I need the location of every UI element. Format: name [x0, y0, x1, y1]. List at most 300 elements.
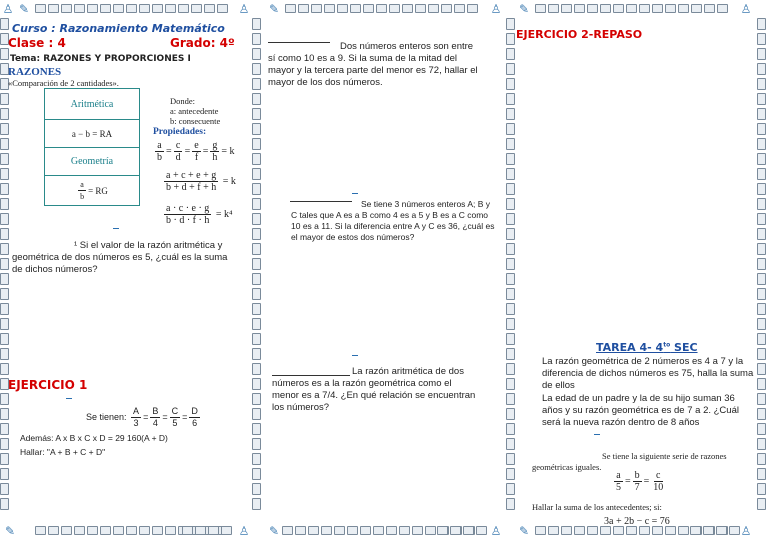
- border-tile: [463, 526, 474, 535]
- border-tile: [639, 526, 650, 535]
- border-tile: [252, 138, 261, 150]
- border-tile: [35, 4, 46, 13]
- border-tile: [0, 18, 9, 30]
- border-tile: [428, 4, 439, 13]
- ej1-ademas: Además: A x B x C x D = 29 160(A + D): [20, 433, 168, 443]
- border-tile: [506, 363, 515, 375]
- ej1-frac-n0: A: [133, 406, 140, 416]
- border-tile: [252, 213, 261, 225]
- border-tile: [639, 4, 650, 13]
- ej1-frac-d2: 5: [172, 418, 178, 428]
- scroll-icon: ✎: [518, 524, 530, 538]
- border-tile: [252, 348, 261, 360]
- p2-rhs: = k: [222, 175, 236, 187]
- p2-den: b + d + f + h: [166, 182, 217, 193]
- border-tile: [652, 526, 663, 535]
- border-tile: [311, 4, 322, 13]
- border-tile: [506, 438, 515, 450]
- ej1-frac-n2: C: [171, 406, 179, 416]
- border-tile: [252, 498, 261, 510]
- border-tile: [0, 438, 9, 450]
- border-tile: [252, 273, 261, 285]
- t3-frac-d0: 5: [616, 482, 621, 493]
- antecedente-label: a: antecedente: [170, 106, 219, 116]
- border-tile: [252, 78, 261, 90]
- border-tile: [757, 123, 766, 135]
- side-border-sep1: [252, 0, 263, 543]
- border-tile: [298, 4, 309, 13]
- border-tile: [506, 408, 515, 420]
- border-tile: [0, 153, 9, 165]
- border-tile: [757, 363, 766, 375]
- border-tile: [626, 526, 637, 535]
- p1-d3: h: [212, 152, 218, 163]
- border-tile: [363, 4, 374, 13]
- border-tile: [0, 423, 9, 435]
- border-tile: [506, 93, 515, 105]
- border-tile: [0, 93, 9, 105]
- border-tile: [295, 526, 306, 535]
- border-tile: [574, 526, 585, 535]
- border-tile: [252, 483, 261, 495]
- border-tile: [61, 4, 72, 13]
- border-tile: [506, 498, 515, 510]
- tema-label: Tema: RAZONES Y PROPORCIONES I: [10, 54, 191, 64]
- border-tile: [613, 4, 624, 13]
- border-tile: [757, 423, 766, 435]
- p3-den: b · d · f · h: [166, 215, 210, 226]
- ej1-frac-d0: 3: [133, 418, 139, 428]
- border-tile: [506, 468, 515, 480]
- border-tile: [252, 288, 261, 300]
- propiedades-label: Propiedades:: [153, 127, 207, 137]
- border-tile: [48, 526, 59, 535]
- page2-problem-2: Se tiene 3 números enteros A; B y C tales que A es a B como 4 es a 5 y B es a C como 10 es a 11. Si la diferencia entre A y C es 36, ¿cuál es el mayor de estos dos números?: [291, 199, 495, 242]
- border-tile: [506, 138, 515, 150]
- border-tile: [252, 183, 261, 195]
- border-tile: [690, 526, 701, 535]
- border-tile: [757, 378, 766, 390]
- border-tile: [506, 183, 515, 195]
- border-tile: [757, 138, 766, 150]
- border-tile: [757, 393, 766, 405]
- border-tile: [0, 138, 9, 150]
- border-tile: [626, 4, 637, 13]
- border-tile: [703, 526, 714, 535]
- border-tile: [757, 483, 766, 495]
- separator-dash: [352, 193, 358, 194]
- border-tile: [757, 18, 766, 30]
- border-tile: [139, 526, 150, 535]
- border-tile: [0, 168, 9, 180]
- border-tile: [716, 526, 727, 535]
- top-border-page2: [285, 4, 478, 14]
- border-tile: [252, 468, 261, 480]
- border-tile: [506, 168, 515, 180]
- scroll-icon: ✎: [268, 524, 280, 538]
- border-tile: [757, 183, 766, 195]
- problem-1: ¹ Si el valor de la razón aritmética y geométrica de dos números es 5, ¿cuál es la suma de dichos números?: [12, 240, 228, 275]
- border-tile: [757, 288, 766, 300]
- border-tile: [0, 468, 9, 480]
- border-tile: [87, 526, 98, 535]
- border-tile: [399, 526, 410, 535]
- property-1: $\frac{a}{b}$ = $\frac{c}{d}$ = $\frac{e}{f}$ = $\frac{g}{h}$ = k: [157, 140, 235, 163]
- border-tile: [252, 108, 261, 120]
- border-tile: [252, 33, 261, 45]
- border-tile: [252, 438, 261, 450]
- border-tile: [600, 526, 611, 535]
- t3-frac-d2: 10: [653, 482, 664, 493]
- ej1-frac-n3: D: [191, 406, 198, 416]
- ej1-frac-d3: 6: [192, 418, 198, 428]
- border-tile: [0, 108, 9, 120]
- border-tile: [178, 4, 189, 13]
- border-tile: [0, 123, 9, 135]
- border-tile: [0, 333, 9, 345]
- geo-formula-rest: = RG: [88, 185, 108, 196]
- border-tile: [252, 333, 261, 345]
- border-tile: [74, 4, 85, 13]
- consecuente-label: b: consecuente: [170, 116, 221, 126]
- border-tile: [0, 228, 9, 240]
- t3-frac-n2: c: [656, 470, 661, 481]
- border-tile: [757, 153, 766, 165]
- tarea-title: [596, 341, 698, 354]
- border-tile: [0, 498, 9, 510]
- border-tile: [152, 4, 163, 13]
- border-tile: [506, 18, 515, 30]
- border-tile: [0, 303, 9, 315]
- border-tile: [506, 48, 515, 60]
- p2-num: a + c + e + g: [166, 170, 217, 181]
- border-tile: [757, 243, 766, 255]
- p1-n0: a: [157, 140, 162, 151]
- border-tile: [506, 378, 515, 390]
- border-tile: [165, 4, 176, 13]
- border-tile: [506, 423, 515, 435]
- border-tile: [139, 4, 150, 13]
- border-tile: [757, 408, 766, 420]
- border-tile: [126, 526, 137, 535]
- border-tile: [561, 4, 572, 13]
- border-tile: [717, 4, 728, 13]
- border-tile: [100, 526, 111, 535]
- border-tile: [389, 4, 400, 13]
- t3-frac-d1: 7: [634, 482, 640, 493]
- teacher-icon: ♙: [490, 2, 502, 16]
- border-tile: [757, 33, 766, 45]
- border-tile: [506, 123, 515, 135]
- border-tile: [506, 198, 515, 210]
- border-tile: [757, 63, 766, 75]
- border-tile: [450, 526, 461, 535]
- p1-n1: c: [175, 140, 181, 151]
- border-tile: [252, 318, 261, 330]
- border-tile: [252, 243, 261, 255]
- border-tile: [0, 453, 9, 465]
- tarea-title-sec: SEC: [670, 341, 698, 354]
- teacher-icon: ♙: [238, 524, 250, 538]
- border-tile: [337, 4, 348, 13]
- border-tile: [600, 4, 611, 13]
- border-tile: [386, 526, 397, 535]
- ej1-frac-d1: 4: [152, 418, 158, 428]
- geo-frac-num: a: [80, 180, 84, 189]
- border-tile: [252, 423, 261, 435]
- border-tile: [0, 318, 9, 330]
- geometria-formula: [45, 176, 139, 205]
- p1-d2: f: [194, 152, 199, 163]
- donde-label: Donde:: [170, 96, 196, 106]
- border-tile: [282, 526, 293, 535]
- razones-title: RAZONES: [8, 66, 62, 78]
- tarea-title-sup: to: [663, 341, 671, 349]
- border-tile: [0, 348, 9, 360]
- border-tile: [100, 4, 111, 13]
- border-tile: [252, 123, 261, 135]
- separator-dash: [113, 228, 119, 229]
- border-tile: [252, 228, 261, 240]
- border-tile: [757, 318, 766, 330]
- border-tile: [252, 393, 261, 405]
- border-tile: [506, 348, 515, 360]
- ejercicio2-title: EJERCICIO 2-REPASO: [516, 28, 643, 41]
- border-tile: [506, 288, 515, 300]
- border-tile: [252, 93, 261, 105]
- clase-label: Clase : 4: [8, 36, 66, 50]
- border-tile: [535, 526, 546, 535]
- border-tile: [678, 526, 689, 535]
- border-tile: [691, 4, 702, 13]
- border-tile: [285, 4, 296, 13]
- border-tile: [665, 4, 676, 13]
- ej1-setienen: Se tienen: $\frac{A}{3}$ = $\frac{B}{4}$ = $\frac{C}{5}$ = $\frac{D}{6}$: [86, 406, 198, 428]
- border-tile: [0, 273, 9, 285]
- border-tile: [252, 153, 261, 165]
- teacher-icon: ♙: [238, 2, 250, 16]
- p1-n3: g: [212, 140, 218, 151]
- border-tile: [613, 526, 624, 535]
- border-tile: [0, 393, 9, 405]
- border-tile: [757, 258, 766, 270]
- side-border-sep2: [506, 0, 517, 543]
- border-tile: [415, 4, 426, 13]
- border-tile: [506, 33, 515, 45]
- border-tile: [48, 4, 59, 13]
- top-border-page1: [35, 4, 228, 14]
- border-tile: [757, 333, 766, 345]
- border-tile: [252, 18, 261, 30]
- border-tile: [0, 288, 9, 300]
- border-tile: [561, 526, 572, 535]
- tarea-series: $\frac{a}{5}$ = $\frac{b}{7}$ = $\frac{c}{10}$: [616, 470, 664, 493]
- border-tile: [204, 4, 215, 13]
- grado-label: Grado: 4º: [170, 36, 235, 50]
- border-tile: [441, 4, 452, 13]
- border-tile: [757, 48, 766, 60]
- page2-problem-3: La razón aritmética de dos números es a la razón geométrica como el menor es a 7/4. ¿En qué relación se encuentran los números?: [272, 366, 476, 413]
- border-tile: [506, 453, 515, 465]
- border-tile: [252, 453, 261, 465]
- border-tile: [757, 168, 766, 180]
- border-tile: [217, 4, 228, 13]
- border-tile: [506, 303, 515, 315]
- border-tile: [0, 183, 9, 195]
- border-tile: [252, 168, 261, 180]
- separator-dash: [594, 434, 600, 435]
- teacher-icon: ♙: [740, 524, 752, 538]
- border-tile: [126, 4, 137, 13]
- p3-rhs: = k⁴: [215, 208, 233, 220]
- scroll-icon: ✎: [18, 2, 30, 16]
- border-tile: [74, 526, 85, 535]
- t3-frac-n1: b: [634, 470, 640, 481]
- geo-frac-den: b: [80, 192, 85, 201]
- bottom-border-page1b: [182, 526, 232, 536]
- border-tile: [165, 526, 176, 535]
- border-tile: [376, 4, 387, 13]
- border-tile: [182, 526, 193, 535]
- border-tile: [506, 318, 515, 330]
- border-tile: [757, 303, 766, 315]
- border-tile: [252, 258, 261, 270]
- border-tile: [729, 526, 740, 535]
- border-tile: [252, 198, 261, 210]
- property-2: [162, 170, 236, 193]
- top-border-page3: [535, 4, 728, 14]
- border-tile: [252, 48, 261, 60]
- border-tile: [506, 483, 515, 495]
- border-tile: [506, 273, 515, 285]
- p1-k: k: [229, 145, 235, 157]
- tarea-title-text: TAREA 4- 4: [596, 341, 664, 354]
- border-tile: [0, 483, 9, 495]
- bottom-border-page2b: [437, 526, 487, 536]
- aritmetica-formula: a − b = RA: [45, 120, 139, 148]
- border-tile: [652, 4, 663, 13]
- border-tile: [506, 393, 515, 405]
- border-tile: [506, 228, 515, 240]
- p1-d0: b: [157, 152, 162, 163]
- border-tile: [360, 526, 371, 535]
- border-tile: [757, 273, 766, 285]
- border-tile: [757, 78, 766, 90]
- border-tile: [0, 258, 9, 270]
- p1-d1: d: [175, 152, 181, 163]
- border-tile: [454, 4, 465, 13]
- border-tile: [0, 408, 9, 420]
- border-tile: [476, 526, 487, 535]
- border-tile: [757, 198, 766, 210]
- border-tile: [347, 526, 358, 535]
- border-tile: [321, 526, 332, 535]
- border-tile: [252, 363, 261, 375]
- border-tile: [87, 4, 98, 13]
- scroll-icon: ✎: [4, 524, 16, 538]
- border-tile: [506, 153, 515, 165]
- border-tile: [704, 4, 715, 13]
- border-tile: [152, 526, 163, 535]
- border-tile: [548, 4, 559, 13]
- border-tile: [574, 4, 585, 13]
- tarea-hallar: Hallar la suma de los antecedentes; si:: [532, 502, 662, 512]
- ej1-hallar: Hallar: "A + B + C + D": [20, 447, 106, 457]
- border-tile: [208, 526, 219, 535]
- border-tile: [506, 243, 515, 255]
- border-tile: [757, 498, 766, 510]
- side-border-right: [757, 0, 768, 543]
- border-tile: [412, 526, 423, 535]
- border-tile: [467, 4, 478, 13]
- border-tile: [350, 4, 361, 13]
- ej1-frac-n1: B: [152, 406, 159, 416]
- separator-dash: [66, 398, 72, 399]
- course-label: Curso : Razonamiento Matemático: [12, 22, 225, 35]
- teacher-icon: ♙: [2, 2, 14, 16]
- border-tile: [757, 453, 766, 465]
- border-tile: [757, 468, 766, 480]
- border-tile: [373, 526, 384, 535]
- border-tile: [506, 333, 515, 345]
- aritmetica-cell: Aritmética: [45, 89, 139, 120]
- separator-dash: [352, 355, 358, 356]
- border-tile: [0, 363, 9, 375]
- border-tile: [757, 213, 766, 225]
- border-tile: [113, 4, 124, 13]
- border-tile: [252, 63, 261, 75]
- border-tile: [0, 198, 9, 210]
- border-tile: [35, 526, 46, 535]
- scroll-icon: ✎: [518, 2, 530, 16]
- border-tile: [506, 63, 515, 75]
- border-tile: [587, 526, 598, 535]
- bottom-border-page3b: [690, 526, 740, 536]
- border-tile: [437, 526, 448, 535]
- tarea-equation: 3a + 2b − c = 76: [604, 516, 670, 527]
- border-tile: [113, 526, 124, 535]
- border-tile: [195, 526, 206, 535]
- border-tile: [678, 4, 689, 13]
- border-tile: [757, 93, 766, 105]
- border-tile: [308, 526, 319, 535]
- page2-problem-1: Dos números enteros son entre sí como 10 es a 9. Si la suma de la mitad del mayor y la tercera parte del menor es 72, hallar el mayor de los dos números.: [268, 41, 478, 88]
- border-tile: [757, 348, 766, 360]
- property-3: [162, 203, 232, 226]
- border-tile: [334, 526, 345, 535]
- tarea-problem-1: La razón geométrica de 2 números es 4 a 7 y la diferencia de dichos números es 75, halla la suma de ellos: [542, 356, 754, 391]
- ej1-setienen-text: Se tienen:: [86, 411, 127, 422]
- border-tile: [506, 108, 515, 120]
- border-tile: [61, 526, 72, 535]
- border-tile: [402, 4, 413, 13]
- border-tile: [587, 4, 598, 13]
- border-tile: [757, 108, 766, 120]
- border-tile: [252, 408, 261, 420]
- razones-subtitle: «Comparación de 2 cantidades».: [8, 78, 119, 88]
- border-tile: [535, 4, 546, 13]
- p1-n2: e: [194, 140, 199, 151]
- ejercicio1-title: EJERCICIO 1: [8, 378, 88, 392]
- border-tile: [757, 228, 766, 240]
- tarea-problem-3-intro: Se tiene la siguiente serie de razones geométricas iguales.: [532, 451, 727, 472]
- p3-num: a · c · e · g: [166, 203, 210, 214]
- teacher-icon: ♙: [740, 2, 752, 16]
- border-tile: [665, 526, 676, 535]
- border-tile: [0, 243, 9, 255]
- border-tile: [191, 4, 202, 13]
- border-tile: [506, 78, 515, 90]
